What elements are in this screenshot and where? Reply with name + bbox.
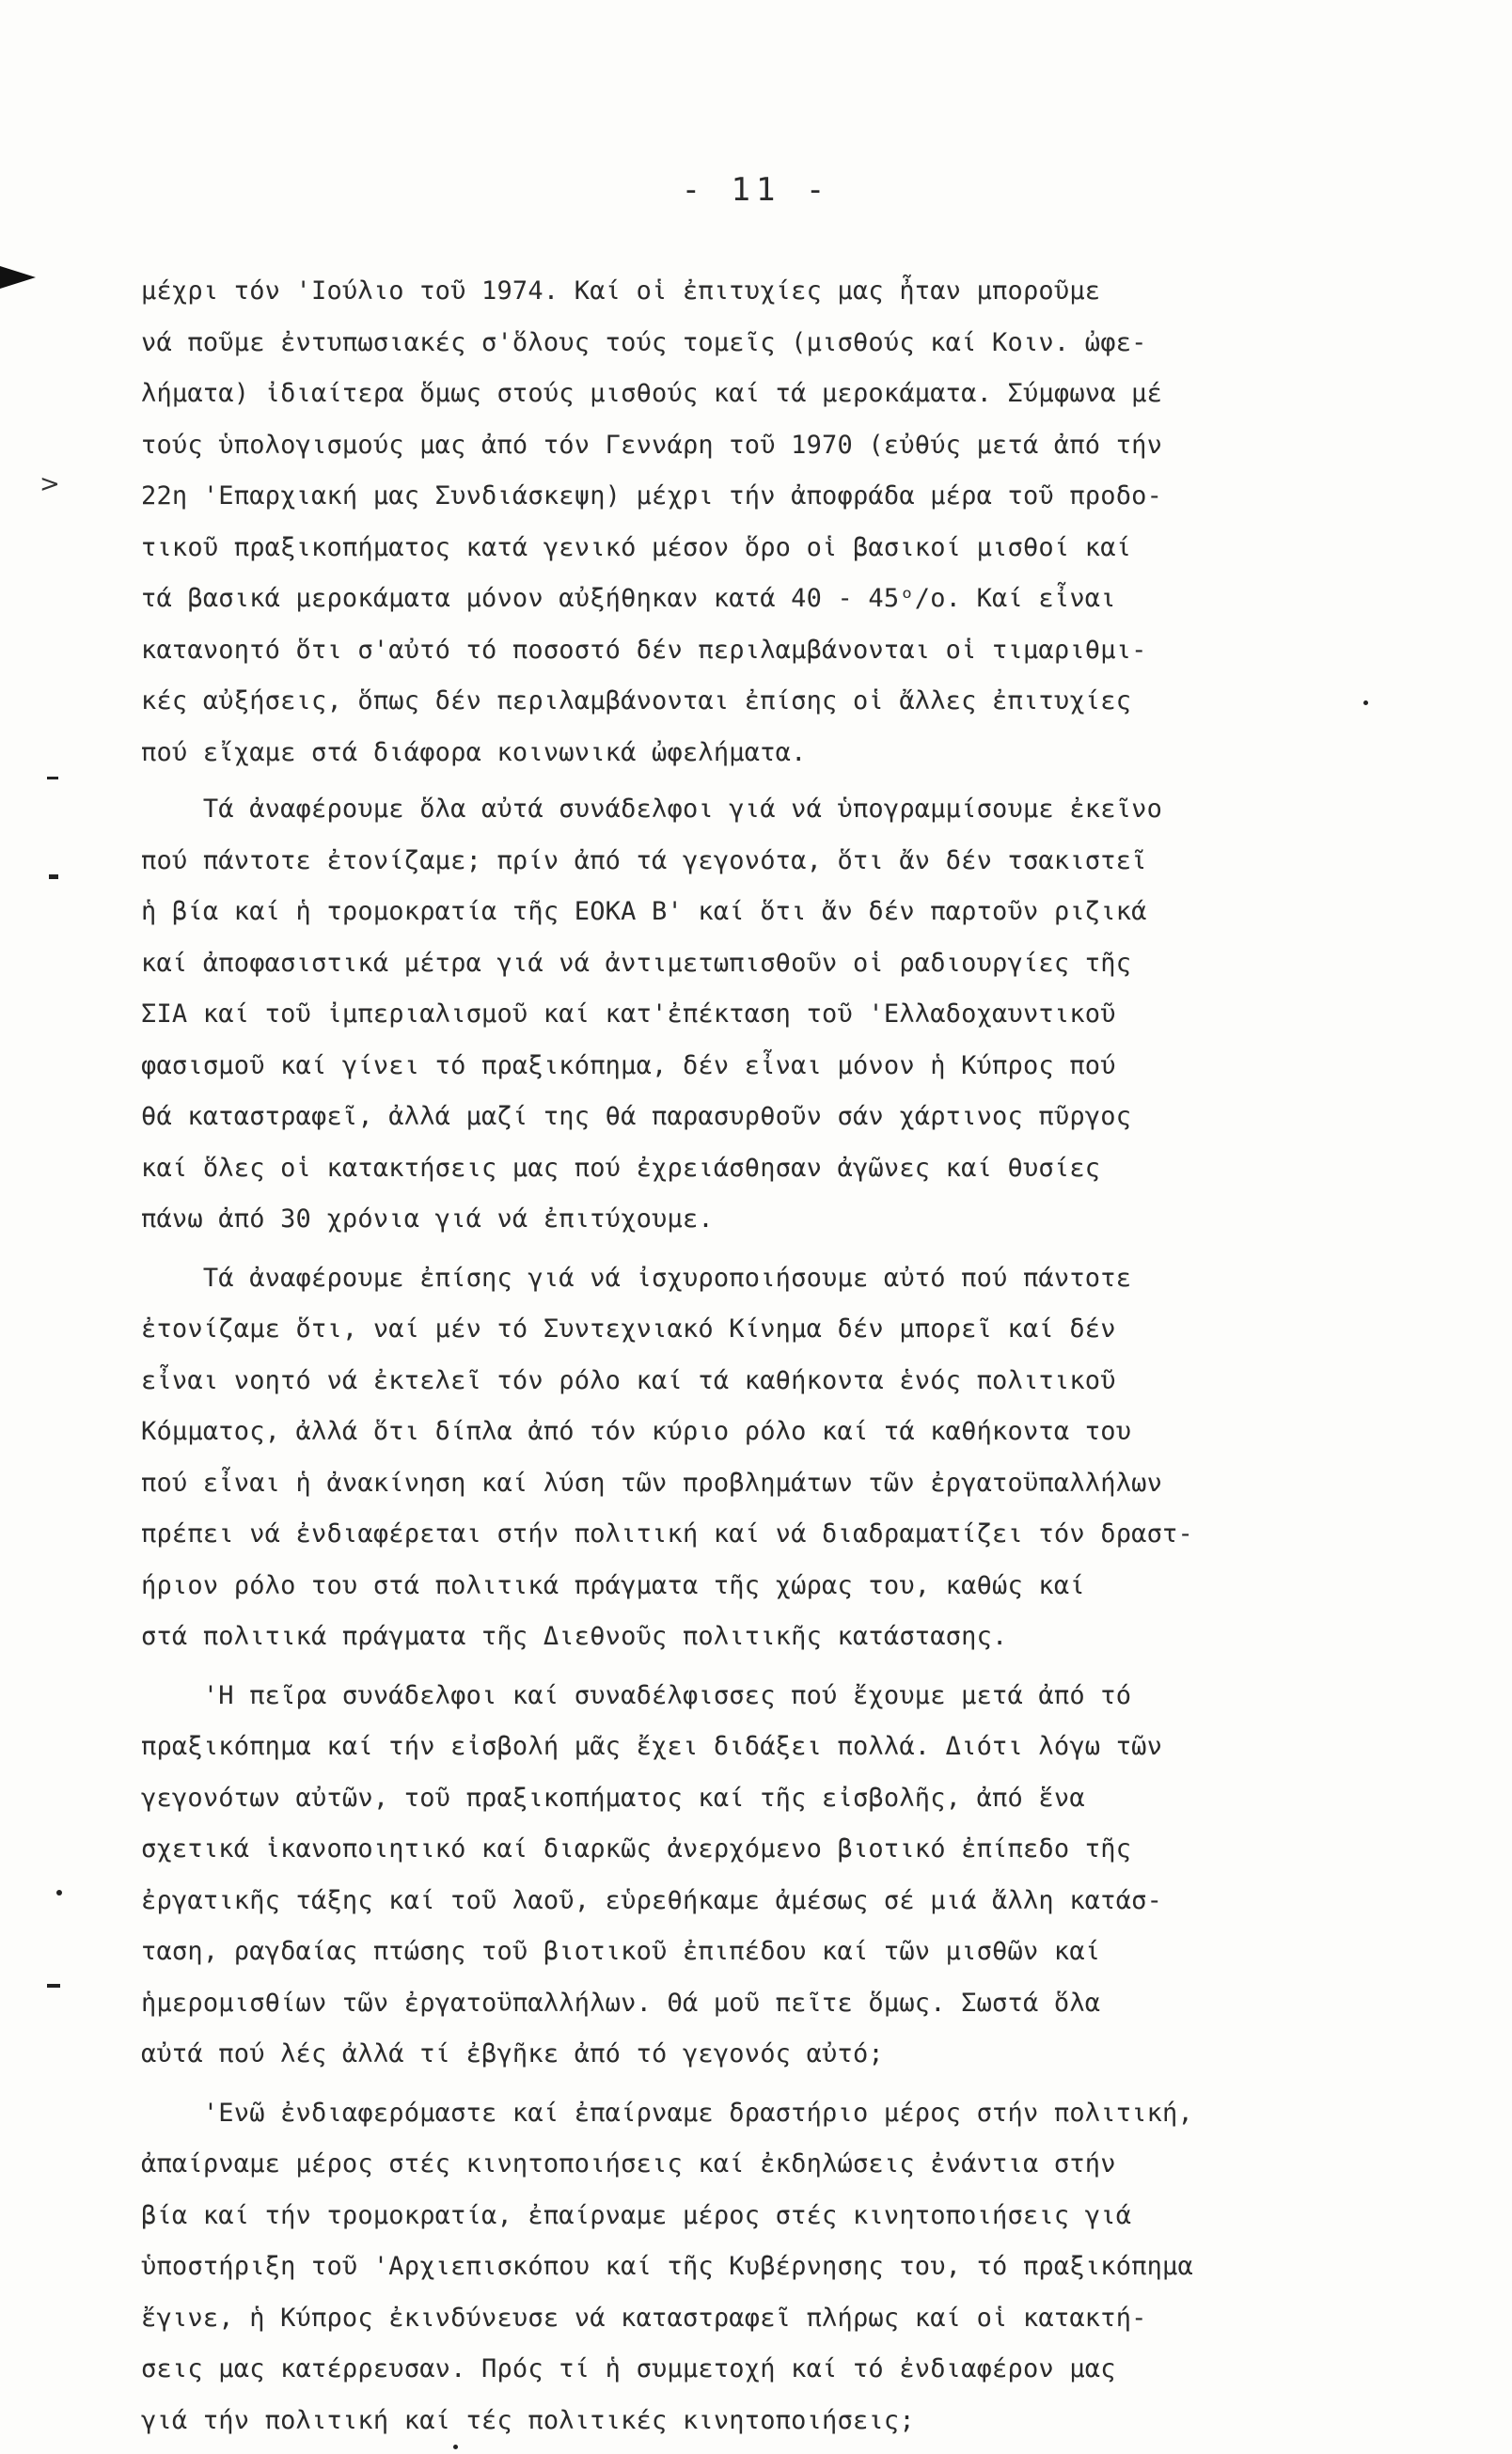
margin-dash-mark bbox=[49, 874, 58, 879]
text-line: καί ὅλες οἱ κατακτήσεις μας πού ἐχρειάσθησαν ἀγῶνες καί θυσίες bbox=[141, 1153, 1101, 1183]
text-line: λήματα) ἰδιαίτερα ὅμως στούς μισθούς καί τά μεροκάματα. Σύμφωνα μέ bbox=[141, 379, 1163, 408]
text-line: κατανοητό ὅτι σ'αὐτό τό ποσοστό δέν περιλαμβάνονται οἱ τιμαριθμι- bbox=[141, 635, 1147, 665]
text-line: εἶναι νοητό νά ἐκτελεῖ τόν ρόλο καί τά καθήκοντα ἑνός πολιτικοῦ bbox=[141, 1365, 1116, 1395]
text-line: πού εἶναι ἡ ἀνακίνηση καί λύση τῶν προβλημάτων τῶν ἐργατοϋπαλλήλων bbox=[141, 1468, 1163, 1498]
text-line: ΣΙΑ καί τοῦ ἰμπεριαλισμοῦ καί κατ'ἐπέκταση τοῦ 'Ελλαδοχαυντικοῦ bbox=[141, 999, 1116, 1029]
text-line: φασισμοῦ καί γίνει τό πραξικόπημα, δέν εἶναι μόνον ἡ Κύπρος πού bbox=[141, 1050, 1116, 1080]
text-line: ήριον ρόλο του στά πολιτικά πράγματα τῆς χώρας του, καθώς καί bbox=[141, 1570, 1085, 1600]
text-line: 22η 'Επαρχιακή μας Συνδιάσκεψη) μέχρι τήν ἀποφράδα μέρα τοῦ προδο- bbox=[141, 481, 1163, 511]
text-line: μέχρι τόν 'Ιούλιο τοῦ 1974. Καί οἱ ἐπιτυχίες μας ἦταν μποροῦμε bbox=[141, 276, 1101, 306]
text-line: βία καί τήν τρομοκρατία, ἐπαίρναμε μέρος στές κινητοποιήσεις γιά bbox=[141, 2200, 1132, 2230]
body-text bbox=[141, 266, 1429, 2446]
margin-dash-mark bbox=[47, 777, 58, 779]
text-line: ἐργατικῆς τάξης καί τοῦ λαοῦ, εὑρεθήκαμε ἀμέσως σέ μιά ἄλλη κατάσ- bbox=[141, 1885, 1163, 1915]
paragraph bbox=[141, 2088, 1429, 2447]
paragraph bbox=[141, 266, 1429, 779]
text-line: ἡ βία καί ἡ τρομοκρατία τῆς ΕΟΚΑ Β' καί ὅτι ἄν δέν παρτοῦν ριζικά bbox=[141, 897, 1147, 926]
text-line: πραξικόπημα καί τήν εἰσβολή μᾶς ἔχει διδάξει πολλά. Διότι λόγω τῶν bbox=[141, 1732, 1163, 1761]
text-line: σχετικά ἱκανοποιητικό καί διαρκῶς ἀνερχόμενο βιοτικό ἐπίπεδο τῆς bbox=[141, 1834, 1132, 1864]
text-line: πάνω ἀπό 30 χρόνια γιά νά ἐπιτύχουμε. bbox=[141, 1204, 714, 1234]
text-line: ἀπαίρναμε μέρος στές κινητοποιήσεις καί ἐκδηλώσεις ἐνάντια στήν bbox=[141, 2149, 1116, 2179]
bottom-dot-mark bbox=[453, 2445, 458, 2449]
text-line: σεις μας κατέρρευσαν. Πρός τί ἡ συμμετοχή καί τό ἐνδιαφέρον μας bbox=[141, 2354, 1116, 2383]
page-number: - 11 - bbox=[681, 171, 831, 209]
text-line: γιά τήν πολιτική καί τές πολιτικές κινητοποιήσεις; bbox=[141, 2405, 915, 2435]
text-line: ταση, ραγδαίας πτώσης τοῦ βιοτικοῦ ἐπιπέδου καί τῶν μισθῶν καί bbox=[141, 1937, 1101, 1966]
margin-tick-mark: > bbox=[39, 470, 60, 498]
text-line: καί ἀποφασιστικά μέτρα γιά νά ἀντιμετωπισθοῦν οἱ ραδιουργίες τῆς bbox=[141, 948, 1132, 978]
text-line: 'Ενῶ ἐνδιαφερόμαστε καί ἐπαίρναμε δραστήριο μέρος στήν πολιτική, bbox=[141, 2098, 1193, 2128]
text-line: Τά ἀναφέρουμε ἐπίσης γιά νά ἰσχυροποιήσουμε αὐτό πού πάντοτε bbox=[141, 1263, 1132, 1293]
text-line: 'Η πεῖρα συνάδελφοι καί συναδέλφισσες πού ἔχουμε μετά ἀπό τό bbox=[141, 1680, 1132, 1710]
text-line: πού πάντοτε ἐτονίζαμε; πρίν ἀπό τά γεγονότα, ὅτι ἄν δέν τσακιστεῖ bbox=[141, 845, 1147, 875]
margin-dot-mark bbox=[56, 1890, 62, 1896]
text-line: πού εἴχαμε στά διάφορα κοινωνικά ὠφελήματα. bbox=[141, 737, 807, 767]
paragraph bbox=[141, 784, 1429, 1246]
margin-dash-mark bbox=[47, 1984, 60, 1988]
text-line: θά καταστραφεῖ, ἀλλά μαζί της θά παρασυρθοῦν σάν χάρτινος πῦργος bbox=[141, 1102, 1132, 1131]
text-line: Κόμματος, ἀλλά ὅτι δίπλα ἀπό τόν κύριο ρόλο καί τά καθήκοντα του bbox=[141, 1417, 1132, 1446]
text-line: στά πολιτικά πράγματα τῆς Διεθνοῦς πολιτικῆς κατάστασης. bbox=[141, 1622, 1008, 1651]
text-line: πρέπει νά ἐνδιαφέρεται στήν πολιτική καί νά διαδραματίζει τόν δραστ- bbox=[141, 1519, 1193, 1549]
text-line: ἐτονίζαμε ὅτι, ναί μέν τό Συντεχνιακό Κίνημα δέν μπορεῖ καί δέν bbox=[141, 1314, 1116, 1344]
text-line: γεγονότων αὐτῶν, τοῦ πραξικοπήματος καί τῆς εἰσβολῆς, ἀπό ἕνα bbox=[141, 1783, 1085, 1813]
text-line: αὐτά πού λές ἀλλά τί ἐβγῆκε ἀπό τό γεγονός αὐτό; bbox=[141, 2039, 884, 2069]
text-line: νά ποῦμε ἐντυπωσιακές σ'ὅλους τούς τομεῖς (μισθούς καί Κοιν. ὠφε- bbox=[141, 327, 1147, 357]
text-line: ὑποστήριξη τοῦ 'Αρχιεπισκόπου καί τῆς Κυβέρνησης του, τό πραξικόπημα bbox=[141, 2252, 1193, 2281]
text-line: ἔγινε, ἡ Κύπρος ἐκινδύνευσε νά καταστραφεῖ πλήρως καί οἱ κατακτή- bbox=[141, 2303, 1147, 2333]
text-line: τά βασικά μεροκάματα μόνον αὐξήθηκαν κατά 40 - 45ᵒ/ο. Καί εἶναι bbox=[141, 584, 1116, 613]
paragraph bbox=[141, 1671, 1429, 2081]
margin-arrow-mark bbox=[0, 266, 36, 289]
paragraph bbox=[141, 1253, 1429, 1663]
text-line: τικοῦ πραξικοπήματος κατά γενικό μέσον ὅρο οἱ βασικοί μισθοί καί bbox=[141, 532, 1132, 562]
text-line: ἡμερομισθίων τῶν ἐργατοϋπαλλήλων. Θά μοῦ πεῖτε ὅμως. Σωστά ὅλα bbox=[141, 1988, 1101, 2018]
text-line: τούς ὑπολογισμούς μας ἀπό τόν Γεννάρη τοῦ 1970 (εὐθύς μετά ἀπό τήν bbox=[141, 430, 1163, 460]
text-line: κές αὐξήσεις, ὅπως δέν περιλαμβάνονται ἐπίσης οἱ ἄλλες ἐπιτυχίες bbox=[141, 686, 1132, 716]
text-line: Τά ἀναφέρουμε ὅλα αὐτά συνάδελφοι γιά νά ὑπογραμμίσουμε ἐκεῖνο bbox=[141, 794, 1163, 824]
